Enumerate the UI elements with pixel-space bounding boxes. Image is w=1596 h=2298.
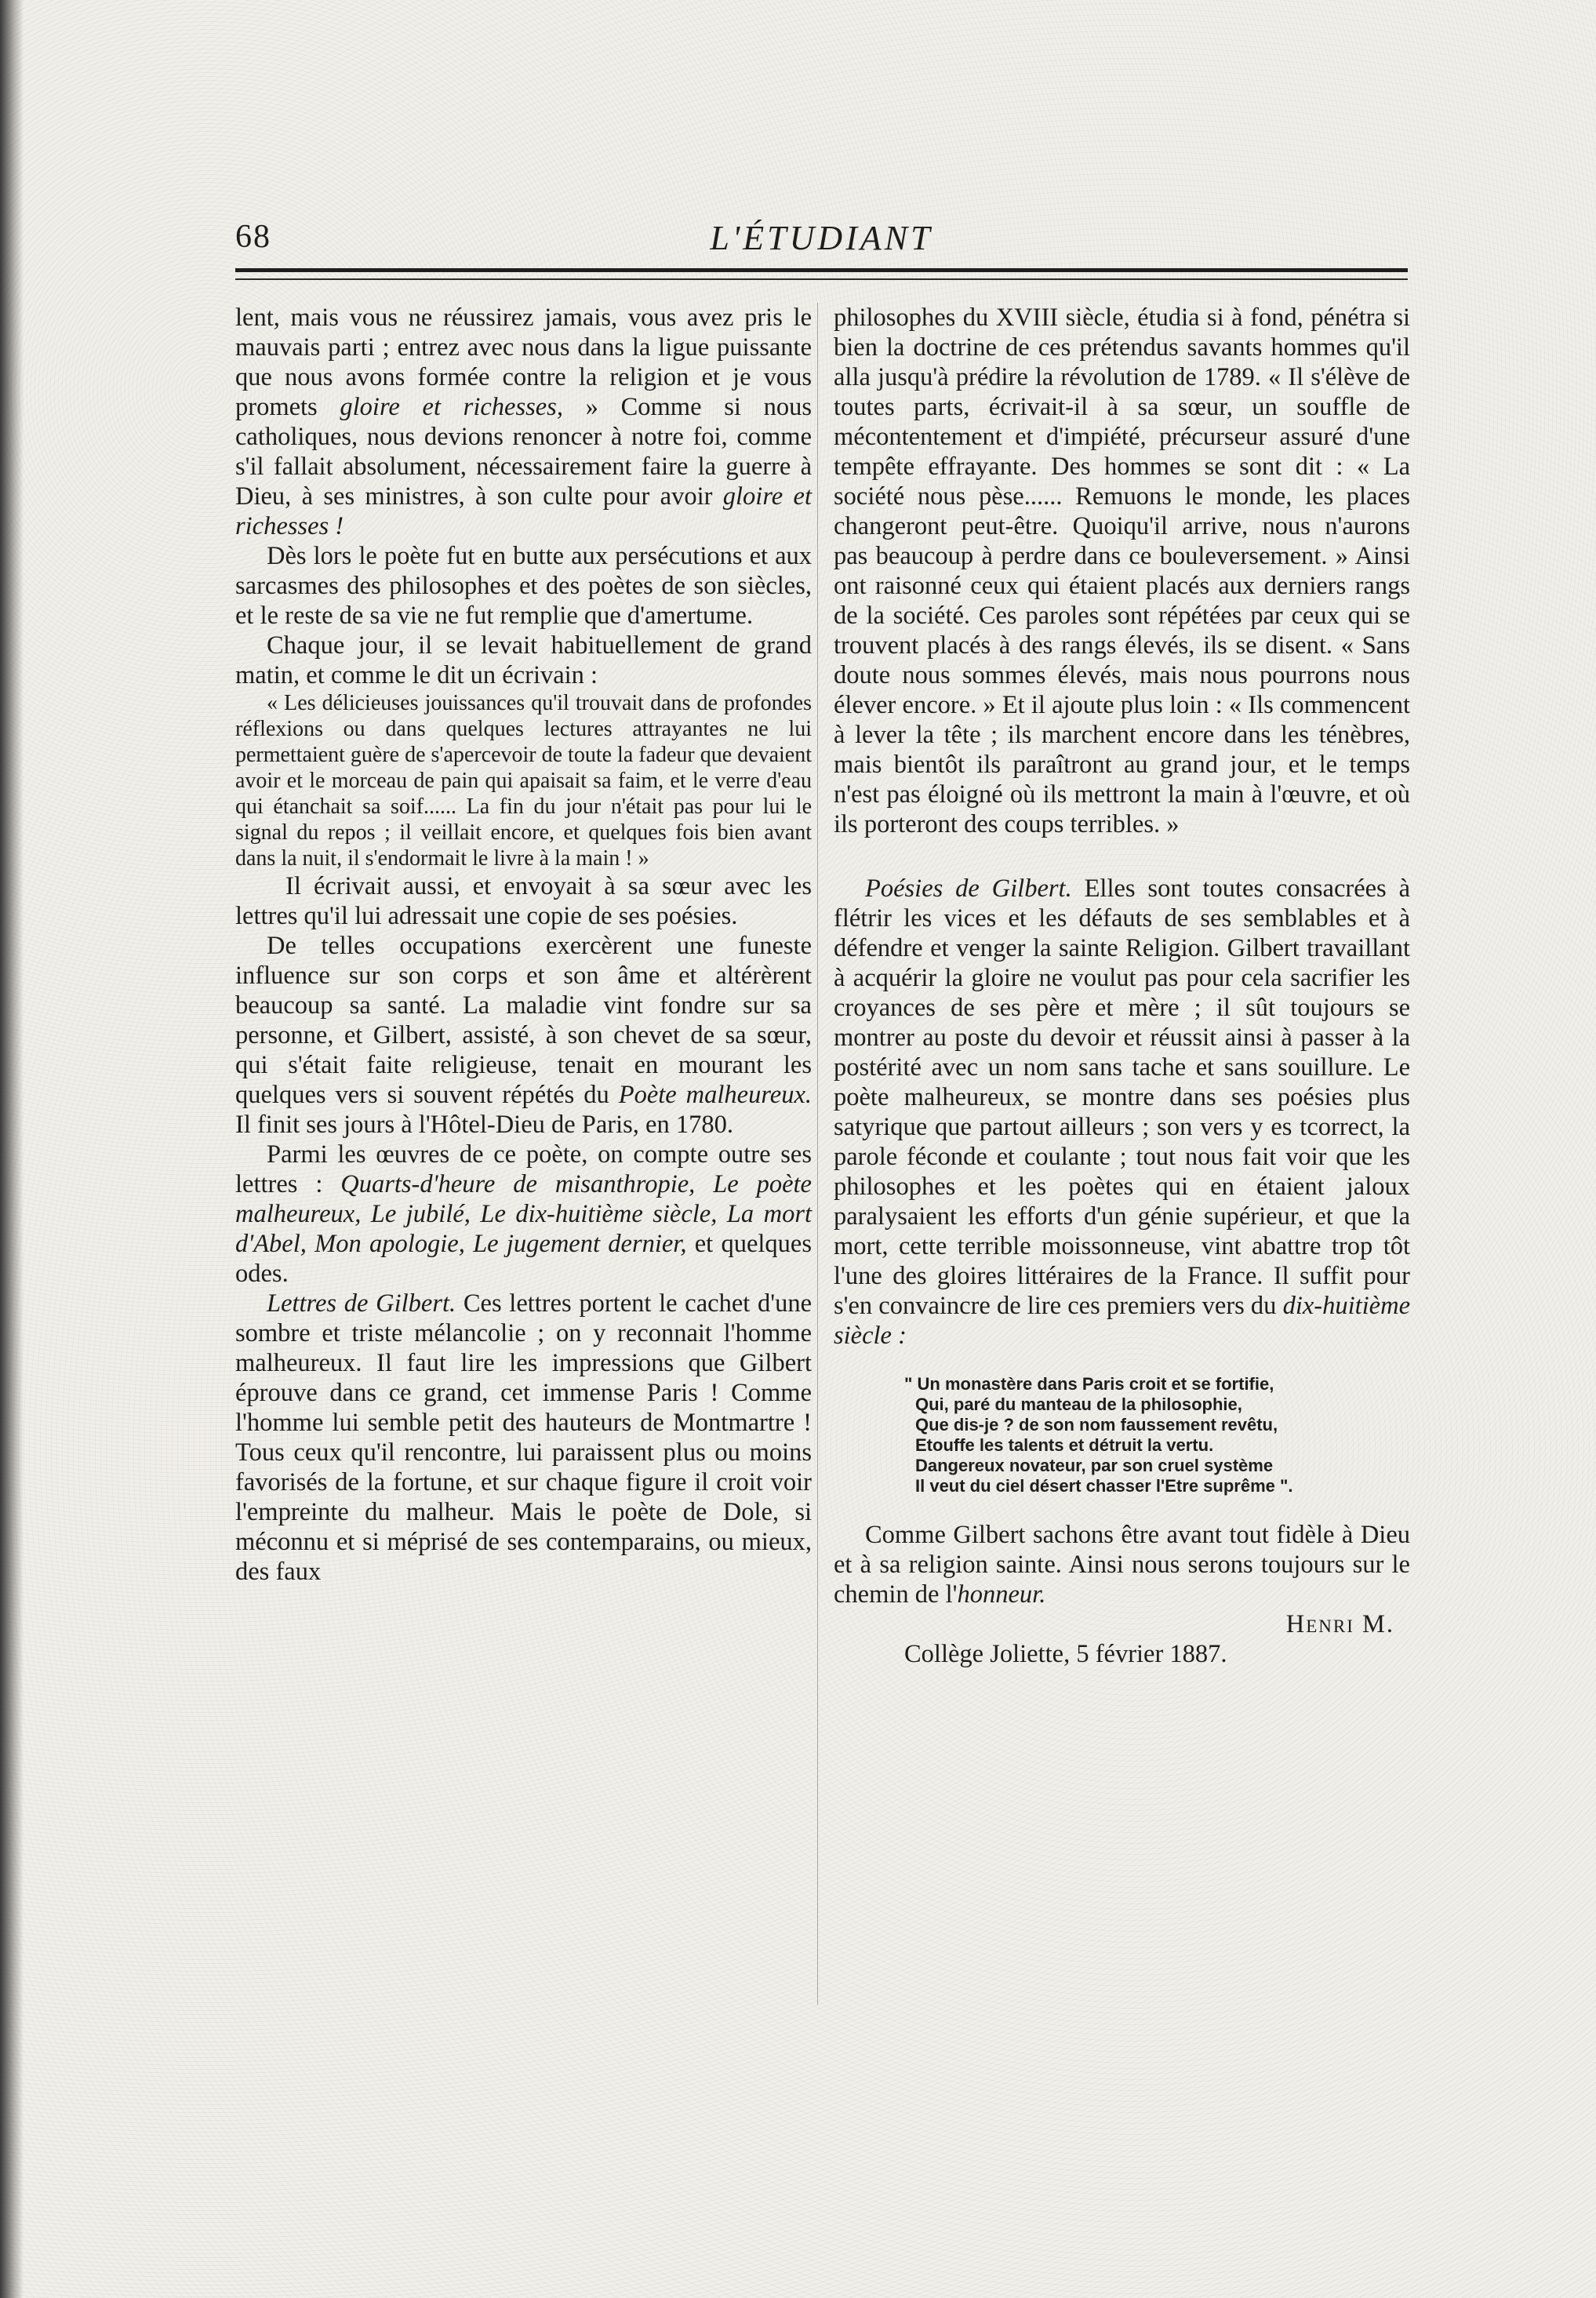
poem-line: Que dis-je ? de son nom faussement revêtu, xyxy=(915,1415,1278,1434)
italic-run: gloire et richesses, xyxy=(340,393,563,421)
section-title: Poésies de Gilbert. xyxy=(865,874,1072,903)
text-run: Comme Gilbert sachons être avant tout fidèle à Dieu et à sa religion sainte. Ainsi nous serons toujours sur le chemin de l' xyxy=(834,1521,1410,1609)
poem-line: Etouffe les talents et détruit la vertu. xyxy=(915,1435,1214,1455)
paragraph: Chaque jour, il se levait habituellement de grand matin, et comme le dit un écrivain : xyxy=(235,631,812,689)
text-run: » Comme si nous catholiques, nous devions renoncer à notre foi, comme s'il fallait absolument, nécessairement faire la guerre à Dieu, à ses ministres, à son culte pour avoir xyxy=(235,393,812,511)
italic-run: Quarts-d'heure de misanthropie, Le poète malheureux, Le jubilé, Le dix-huitième siècle, La mort d'Abel, Mon apologie, Le jugement dernier, xyxy=(235,1170,812,1258)
italic-run: Poète malheureux. xyxy=(618,1081,812,1109)
poem-line: Il veut du ciel désert chasser l'Etre suprême ". xyxy=(915,1476,1293,1496)
header-rule-thin xyxy=(235,278,1408,280)
section-title: Lettres de Gilbert. xyxy=(267,1289,456,1318)
poem xyxy=(904,1374,1410,1496)
page-header xyxy=(235,218,1408,265)
italic-run: honneur. xyxy=(957,1580,1046,1609)
paragraph xyxy=(834,1520,1410,1609)
right-column xyxy=(834,303,1410,1669)
italic-run: dix-huitième siècle : xyxy=(834,1292,1410,1350)
text-run: Ces lettres portent le cachet d'une sombre et triste mélancolie ; on y reconnait l'homme malheureux. Il faut lire les impressions que Gilbert éprouve dans ce grand, cet immense Paris ! Comme l'homme lui semble petit des hauteurs de Montmartre ! Tous ceux qu'il rencontre, lui paraissent plus ou moins favorisés de la fortune, et sur chaque figure il croit voir l'empreinte du malheur. Mais le poète de Dole, si méconnu et si méprisé de ses contemparains, ou mieux, des faux xyxy=(235,1289,812,1586)
poem-line: Dangereux novateur, par son cruel système xyxy=(915,1456,1274,1475)
paragraph xyxy=(235,1140,812,1289)
block-quote: « Les délicieuses jouissances qu'il trouvait dans de profondes réflexions ou dans quelques lectures attrayantes ne lui permettaient guère de s'apercevoir de toute la fadeur que devaient avoir et le morceau de pain qui apaisait sa faim, et le verre d'eau qui étanchait sa soif...... La fin du jour n'était pas pour lui le signal du repos ; il veillait encore, et quelques fois bien avant dans la nuit, il s'endormait le livre à la main ! » xyxy=(235,691,813,871)
paragraph: Dès lors le poète fut en butte aux persécutions et aux sarcasmes des philosophes et des poètes de son siècles, et le reste de sa vie ne fut remplie que d'amertume. xyxy=(235,542,812,630)
paragraph xyxy=(235,1289,812,1587)
text-run: Elles sont toutes consacrées à flétrir les vices et les défauts de ses semblables et à défendre et venger la sainte Religion. Gilbert travaillant à acquérir la gloire ne voulut pas pour cela sacrifier les croyances de ses père et mère ; il sût toujours se montrer au poste du devoir et réussit ainsi à passer à la postérité avec un nom sans tache et sans souillure. Le poète malheureux, se montre dans ses poésies plus satyrique que partout ailleurs ; son vers y es tcorrect, la parole féconde et coulante ; tout nous fait voir que les philosophes et les poètes qui en étaient jaloux paralysaient les efforts d'un génie supérieur, et que la mort, cette terrible moissonneuse, vint abattre trop tôt l'une des gloires littéraires de la France. Il suffit pour s'en convaincre de lire ces premiers vers du xyxy=(834,874,1410,1320)
paragraph xyxy=(235,303,812,541)
dateline: Collège Joliette, 5 février 1887. xyxy=(904,1640,1227,1668)
text-run: Il finit ses jours à l'Hôtel-Dieu de Paris, en 1780. xyxy=(235,1111,733,1139)
paragraph: Il écrivait aussi, et envoyait à sa sœur avec les lettres qu'il lui adressait une copie de ses poésies. xyxy=(235,872,812,930)
poem-line: Qui, paré du manteau de la philosophie, xyxy=(915,1394,1242,1414)
scan-edge-shadow xyxy=(0,0,24,2298)
text-run: lent, mais vous ne réussirez jamais, vous avez pris le mauvais parti ; entrez avec nous dans la ligue puissante que nous avons formée contre la religion et je vous promets xyxy=(235,304,812,421)
page-number: 68 xyxy=(235,219,271,255)
paragraph xyxy=(834,874,1410,1351)
paragraph xyxy=(235,931,812,1140)
author-signature: Henri M. xyxy=(1285,1610,1394,1638)
text-run: De telles occupations exercèrent une funeste influence sur son corps et son âme et altérèrent beaucoup sa santé. La maladie vint fondre sur sa personne, et Gilbert, assisté, à son chevet de sa sœur, qui s'était faite religieuse, tenait en mourant les quelques vers si souvent répétés du xyxy=(235,932,812,1109)
text-run: et quelques odes. xyxy=(235,1230,812,1288)
text-run: Parmi les œuvres de ce poète, on compte outre ses lettres : xyxy=(235,1140,812,1198)
paragraph: philosophes du XVIII siècle, étudia si à fond, pénétra si bien la doctrine de ces prétendus savants hommes qu'il alla jusqu'à prédire la révolution de 1789. « Il s'élève de toutes parts, écrivait-il à sa sœur, un souffle de mécontentement et d'impiété, précurseur assuré d'une tempête effrayante. Des hommes se sont dit : « La société nous pèse...... Remuons le monde, les places changeront peut-être. Quoiqu'il arrive, nous n'aurons pas beaucoup à perdre dans ce bouleversement. » Ainsi ont raisonné ceux qui étaient placés aux derniers rangs de la société. Ces paroles sont répétées par ceux qui se trouvent placés à des rangs élevés, ils se disent. « Sans doute nous sommes élevés, mais nous pourrons nous élever encore. » Et il ajoute plus loin : « Ils commencent à lever la tête ; ils marchent encore dans les ténèbres, mais bientôt ils paraîtront au grand jour, et le temps n'est pas éloigné où ils mettront la main à l'œuvre, et où ils porteront des coups terribles. » xyxy=(834,304,1410,838)
column-divider xyxy=(817,303,818,2005)
italic-run: gloire et richesses ! xyxy=(235,482,812,540)
header-rule-thick xyxy=(235,268,1408,272)
left-column xyxy=(235,303,812,1587)
poem-line: " Un monastère dans Paris croit et se fortifie, xyxy=(904,1374,1274,1394)
running-title: L'ÉTUDIANT xyxy=(710,219,933,257)
